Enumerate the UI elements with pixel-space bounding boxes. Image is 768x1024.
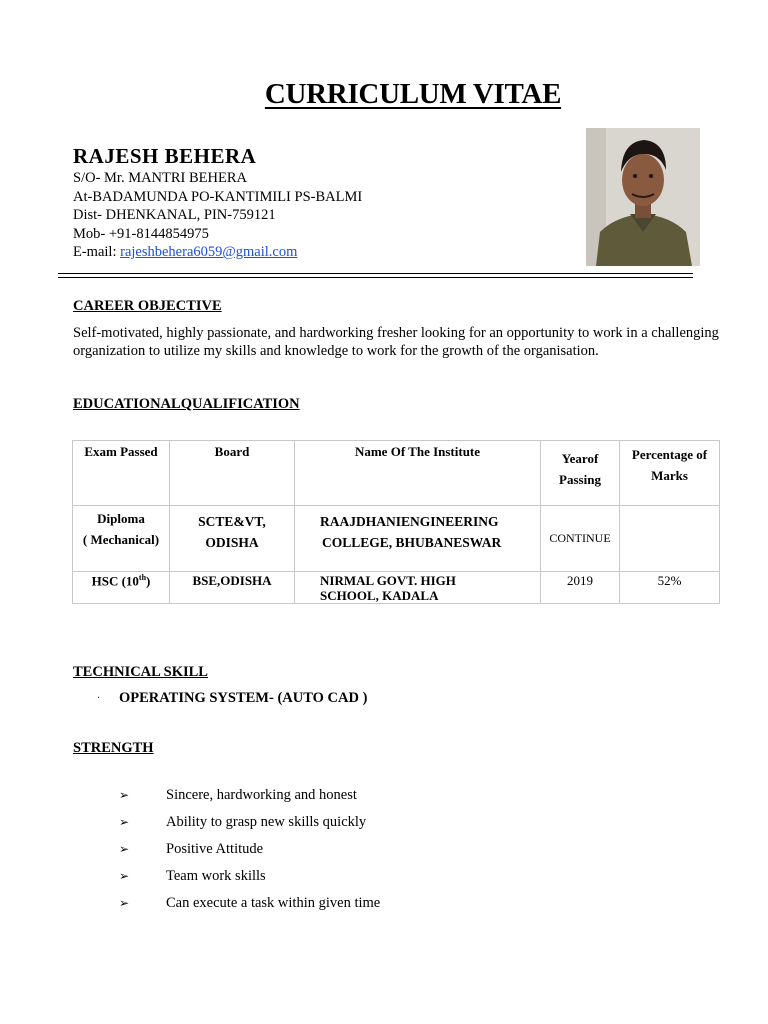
row2-exam-close: ) xyxy=(146,573,151,589)
row2-board xyxy=(170,572,295,604)
header-board-label: Board xyxy=(214,444,250,459)
row1-board xyxy=(170,506,295,572)
email-label: E-mail: xyxy=(73,244,117,260)
header-institute-label: Name Of The Institute xyxy=(354,444,481,459)
career-objective-line2: organization to utilize my skills and knowledge to work for the growth of the organisation. xyxy=(73,343,599,359)
row2-exam-sup: th xyxy=(138,573,147,582)
header-year xyxy=(541,441,620,506)
strength-text: Team work skills xyxy=(166,868,266,884)
career-objective-heading: CAREER OBJECTIVE xyxy=(73,298,222,314)
education-table xyxy=(72,440,720,604)
district-pin: Dist- DHENKANAL, PIN-759121 xyxy=(73,207,276,223)
technical-skill-text: OPERATING SYSTEM- (AUTO CAD ) xyxy=(119,690,368,706)
row2-year-text: 2019 xyxy=(567,573,593,588)
list-item xyxy=(119,895,380,912)
header-pct-line1: Percentage of xyxy=(631,447,708,462)
profile-photo-image xyxy=(586,128,700,266)
row1-institute-line2: COLLEGE, BHUBANESWAR xyxy=(322,535,502,550)
row2-institute-line2: SCHOOL, KADALA xyxy=(320,588,439,603)
row2-institute-line1: NIRMAL GOVT. HIGH xyxy=(320,573,456,588)
row1-percentage xyxy=(620,506,720,572)
education-heading: EDUCATIONALQUALIFICATION xyxy=(73,396,300,412)
header-exam-label: Exam Passed xyxy=(84,444,158,459)
table-header-row xyxy=(73,441,720,506)
list-item xyxy=(119,787,357,804)
list-item xyxy=(119,868,266,885)
row1-board-line2: ODISHA xyxy=(205,535,259,550)
strength-heading: STRENGTH xyxy=(73,740,154,756)
row2-percentage-text: 52% xyxy=(657,573,682,588)
header-institute xyxy=(295,441,541,506)
row2-percentage xyxy=(620,572,720,604)
header-board xyxy=(170,441,295,506)
row1-institute-line1: RAAJDHANIENGINEERING xyxy=(320,514,499,529)
strength-text: Positive Attitude xyxy=(166,841,264,857)
father-name: S/O- Mr. MANTRI BEHERA xyxy=(73,170,248,186)
cv-title: CURRICULUM VITAE xyxy=(264,78,562,110)
career-objective-line1: Self-motivated, highly passionate, and hardworking fresher looking for an opportunity to work in a challenging xyxy=(73,325,719,341)
arrow-bullet-icon: ➢ xyxy=(119,815,130,829)
header-year-line2: Passing xyxy=(559,472,601,487)
row2-year xyxy=(541,572,620,604)
address-line: At-BADAMUNDA PO-KANTIMILI PS-BALMI xyxy=(73,189,363,205)
mobile-number: Mob- +91-8144854975 xyxy=(73,226,209,242)
row2-institute xyxy=(295,572,541,604)
email-link[interactable]: rajeshbehera6059@gmail.com xyxy=(120,244,298,260)
header-pct-line2: Marks xyxy=(651,468,688,483)
header-year-line1: Yearof xyxy=(561,451,599,466)
row2-board-text: BSE,ODISHA xyxy=(192,573,272,588)
row2-exam xyxy=(73,572,170,604)
arrow-bullet-icon: ➢ xyxy=(119,842,130,856)
table-row xyxy=(73,506,720,572)
header-percentage xyxy=(620,441,720,506)
row1-institute xyxy=(295,506,541,572)
row1-exam xyxy=(73,506,170,572)
strength-text: Ability to grasp new skills quickly xyxy=(166,814,367,830)
email-row xyxy=(73,243,297,262)
arrow-bullet-icon: ➢ xyxy=(119,788,130,802)
header-exam-passed xyxy=(73,441,170,506)
candidate-name: RAJESH BEHERA xyxy=(73,144,257,168)
arrow-bullet-icon: ➢ xyxy=(119,896,130,910)
row1-board-line1: SCTE&VT, xyxy=(198,514,266,529)
technical-skill-heading: TECHNICAL SKILL xyxy=(73,664,208,680)
strength-text: Can execute a task within given time xyxy=(166,895,381,911)
arrow-bullet-icon: ➢ xyxy=(119,869,130,883)
profile-photo xyxy=(586,128,700,266)
list-item xyxy=(119,814,366,831)
technical-skill-item xyxy=(97,690,367,707)
row1-year: CONTINUE xyxy=(541,506,620,572)
list-item xyxy=(119,841,263,858)
row1-exam-line2: ( Mechanical) xyxy=(82,532,160,547)
table-row xyxy=(73,572,720,604)
header-divider-bottom xyxy=(58,277,693,278)
strength-text: Sincere, hardworking and honest xyxy=(166,787,357,803)
row2-exam-text: HSC (10 xyxy=(91,573,139,589)
header-divider-top xyxy=(58,273,693,274)
row1-exam-line1: Diploma xyxy=(97,511,145,526)
bullet-dot-icon: · xyxy=(97,693,101,705)
